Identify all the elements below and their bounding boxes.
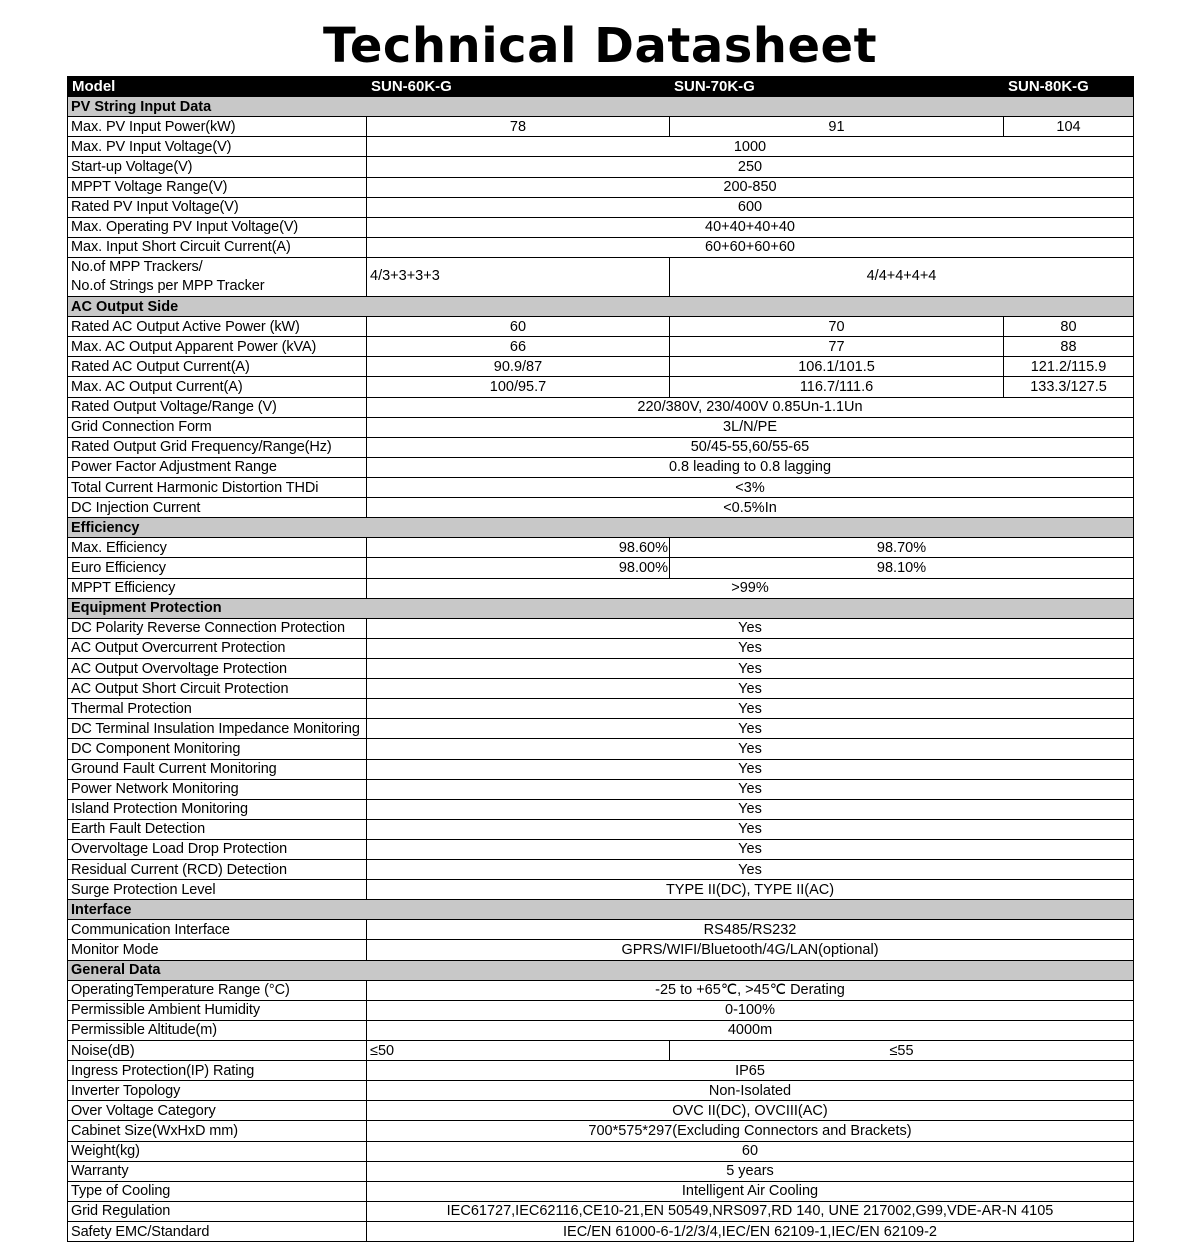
spec-row	[68, 779, 1134, 799]
spec-value: 121.2/115.9	[1004, 357, 1134, 377]
spec-value: 700*575*297(Excluding Connectors and Brackets)	[367, 1121, 1134, 1141]
spec-label: Overvoltage Load Drop Protection	[68, 839, 367, 859]
spec-value: Yes	[367, 779, 1134, 799]
spec-value: 78	[367, 117, 670, 137]
spec-value: 106.1/101.5	[670, 357, 1004, 377]
spec-label: OperatingTemperature Range (°C)	[68, 980, 367, 1000]
spec-value: 90.9/87	[367, 357, 670, 377]
spec-label: Max. Efficiency	[68, 538, 367, 558]
spec-label: Surge Protection Level	[68, 880, 367, 900]
section-title: Efficiency	[68, 518, 1134, 538]
spec-row	[68, 197, 1134, 217]
spec-value: 98.10%	[670, 558, 1134, 578]
section-title: AC Output Side	[68, 296, 1134, 316]
spec-label: Max. PV Input Power(kW)	[68, 117, 367, 137]
spec-value: OVC II(DC), OVCIII(AC)	[367, 1101, 1134, 1121]
spec-value: RS485/RS232	[367, 920, 1134, 940]
spec-row	[68, 1141, 1134, 1161]
spec-value: 1000	[367, 137, 1134, 157]
spec-value: -25 to +65℃, >45℃ Derating	[367, 980, 1134, 1000]
spec-row	[68, 679, 1134, 699]
model-name: SUN-80K-G	[1004, 77, 1134, 97]
spec-row	[68, 538, 1134, 558]
spec-label: Communication Interface	[68, 920, 367, 940]
section-header-row	[68, 296, 1134, 316]
spec-value: 60+60+60+60	[367, 237, 1134, 257]
spec-label: Weight(kg)	[68, 1141, 367, 1161]
spec-value: 100/95.7	[367, 377, 670, 397]
spec-value: 60	[367, 1141, 1134, 1161]
spec-value: 0-100%	[367, 1000, 1134, 1020]
spec-value: Yes	[367, 860, 1134, 880]
spec-value: 91	[670, 117, 1004, 137]
spec-label: Rated AC Output Active Power (kW)	[68, 317, 367, 337]
spec-label: Max. PV Input Voltage(V)	[68, 137, 367, 157]
spec-value: 0.8 leading to 0.8 lagging	[367, 457, 1134, 477]
spec-label: Cabinet Size(WxHxD mm)	[68, 1121, 367, 1141]
spec-value: Non-Isolated	[367, 1081, 1134, 1101]
section-header-row	[68, 598, 1134, 618]
spec-value: >99%	[367, 578, 1134, 598]
spec-label: Permissible Ambient Humidity	[68, 1000, 367, 1020]
spec-label: Rated Output Grid Frequency/Range(Hz)	[68, 437, 367, 457]
spec-value: 40+40+40+40	[367, 217, 1134, 237]
spec-value: Yes	[367, 799, 1134, 819]
spec-value: 116.7/111.6	[670, 377, 1004, 397]
spec-value: Yes	[367, 819, 1134, 839]
spec-label: Over Voltage Category	[68, 1101, 367, 1121]
spec-label: Ingress Protection(IP) Rating	[68, 1061, 367, 1081]
spec-value: 4000m	[367, 1020, 1134, 1040]
spec-label: Rated AC Output Current(A)	[68, 357, 367, 377]
spec-row	[68, 498, 1134, 518]
spec-value: 60	[367, 317, 670, 337]
spec-value: Intelligent Air Cooling	[367, 1181, 1134, 1201]
spec-label: Power Network Monitoring	[68, 779, 367, 799]
spec-row	[68, 920, 1134, 940]
spec-row	[68, 1020, 1134, 1040]
spec-value: 80	[1004, 317, 1134, 337]
spec-value: Yes	[367, 679, 1134, 699]
spec-value: 88	[1004, 337, 1134, 357]
spec-label: Rated PV Input Voltage(V)	[68, 197, 367, 217]
spec-label	[68, 257, 367, 296]
spec-row	[68, 618, 1134, 638]
spec-label: Thermal Protection	[68, 699, 367, 719]
spec-row	[68, 839, 1134, 859]
spec-row	[68, 217, 1134, 237]
spec-value: Yes	[367, 739, 1134, 759]
spec-value: ≤50	[367, 1041, 670, 1061]
spec-value: 77	[670, 337, 1004, 357]
section-title: General Data	[68, 960, 1134, 980]
spec-row	[68, 1041, 1134, 1061]
spec-value: 70	[670, 317, 1004, 337]
spec-row	[68, 237, 1134, 257]
spec-value: Yes	[367, 638, 1134, 658]
spec-label-line: No.of Strings per MPP Tracker	[71, 277, 265, 294]
spec-label: Type of Cooling	[68, 1181, 367, 1201]
spec-value: ≤55	[670, 1041, 1134, 1061]
spec-row	[68, 940, 1134, 960]
spec-label: Permissible Altitude(m)	[68, 1020, 367, 1040]
spec-label: Safety EMC/Standard	[68, 1222, 367, 1242]
spec-value: 98.00%	[367, 558, 670, 578]
spec-label: DC Terminal Insulation Impedance Monitoring	[68, 719, 367, 739]
spec-label: Power Factor Adjustment Range	[68, 457, 367, 477]
spec-row	[68, 137, 1134, 157]
spec-row	[68, 1061, 1134, 1081]
spec-row	[68, 980, 1134, 1000]
spec-label: Euro Efficiency	[68, 558, 367, 578]
section-header-row	[68, 518, 1134, 538]
spec-row	[68, 417, 1134, 437]
spec-label: DC Component Monitoring	[68, 739, 367, 759]
spec-value: Yes	[367, 618, 1134, 638]
spec-value: 3L/N/PE	[367, 417, 1134, 437]
spec-label: MPPT Voltage Range(V)	[68, 177, 367, 197]
spec-label: Max. AC Output Current(A)	[68, 377, 367, 397]
spec-row	[68, 317, 1134, 337]
spec-row	[68, 860, 1134, 880]
spec-value: 600	[367, 197, 1134, 217]
spec-value: Yes	[367, 839, 1134, 859]
section-header-row	[68, 97, 1134, 117]
spec-label: DC Polarity Reverse Connection Protection	[68, 618, 367, 638]
spec-label: Monitor Mode	[68, 940, 367, 960]
section-title: PV String Input Data	[68, 97, 1134, 117]
spec-label: Max. AC Output Apparent Power (kVA)	[68, 337, 367, 357]
spec-value: 50/45-55,60/55-65	[367, 437, 1134, 457]
spec-value: IEC/EN 61000-6-1/2/3/4,IEC/EN 62109-1,IEC/EN 62109-2	[367, 1222, 1134, 1242]
spec-value: 66	[367, 337, 670, 357]
spec-row	[68, 1201, 1134, 1221]
spec-row	[68, 819, 1134, 839]
spec-label: Start-up Voltage(V)	[68, 157, 367, 177]
spec-value: 200-850	[367, 177, 1134, 197]
spec-value: 98.60%	[367, 538, 670, 558]
section-header-row	[68, 900, 1134, 920]
spec-value: 4/3+3+3+3	[367, 257, 670, 296]
spec-value: GPRS/WIFI/Bluetooth/4G/LAN(optional)	[367, 940, 1134, 960]
spec-value: <3%	[367, 477, 1134, 497]
spec-row	[68, 1121, 1134, 1141]
spec-value: Yes	[367, 658, 1134, 678]
spec-value: Yes	[367, 759, 1134, 779]
spec-value: 4/4+4+4+4	[670, 257, 1134, 296]
spec-row	[68, 699, 1134, 719]
spec-row	[68, 1161, 1134, 1181]
spec-label: Noise(dB)	[68, 1041, 367, 1061]
datasheet-body	[68, 77, 1134, 1242]
spec-label: Ground Fault Current Monitoring	[68, 759, 367, 779]
spec-label: AC Output Overcurrent Protection	[68, 638, 367, 658]
spec-label: Total Current Harmonic Distortion THDi	[68, 477, 367, 497]
spec-row	[68, 799, 1134, 819]
spec-label: AC Output Overvoltage Protection	[68, 658, 367, 678]
spec-row	[68, 638, 1134, 658]
spec-row	[68, 558, 1134, 578]
page-title: Technical Datasheet	[322, 18, 878, 74]
spec-label: Island Protection Monitoring	[68, 799, 367, 819]
spec-value: 133.3/127.5	[1004, 377, 1134, 397]
model-name: SUN-60K-G	[367, 77, 670, 97]
spec-row	[68, 337, 1134, 357]
spec-row	[68, 1101, 1134, 1121]
spec-value: 5 years	[367, 1161, 1134, 1181]
model-header-label: Model	[68, 77, 367, 97]
section-title: Equipment Protection	[68, 598, 1134, 618]
spec-row	[68, 759, 1134, 779]
section-title: Interface	[68, 900, 1134, 920]
spec-label: Max. Operating PV Input Voltage(V)	[68, 217, 367, 237]
spec-row	[68, 1081, 1134, 1101]
datasheet-table	[67, 76, 1134, 1242]
spec-value: 98.70%	[670, 538, 1134, 558]
spec-row	[68, 357, 1134, 377]
spec-label: MPPT Efficiency	[68, 578, 367, 598]
spec-row	[68, 578, 1134, 598]
spec-label-line: No.of MPP Trackers/	[71, 258, 203, 275]
spec-row	[68, 177, 1134, 197]
spec-label: Rated Output Voltage/Range (V)	[68, 397, 367, 417]
spec-label: Max. Input Short Circuit Current(A)	[68, 237, 367, 257]
spec-label: Grid Regulation	[68, 1201, 367, 1221]
spec-value: IEC61727,IEC62116,CE10-21,EN 50549,NRS097,RD 140, UNE 217002,G99,VDE-AR-N 4105	[367, 1201, 1134, 1221]
spec-row	[68, 257, 1134, 296]
spec-row	[68, 880, 1134, 900]
spec-value: TYPE II(DC), TYPE II(AC)	[367, 880, 1134, 900]
model-header-row	[68, 77, 1134, 97]
spec-row	[68, 157, 1134, 177]
spec-value: Yes	[367, 699, 1134, 719]
spec-row	[68, 437, 1134, 457]
spec-row	[68, 719, 1134, 739]
spec-row	[68, 658, 1134, 678]
spec-label: Residual Current (RCD) Detection	[68, 860, 367, 880]
spec-row	[68, 1181, 1134, 1201]
spec-value: 104	[1004, 117, 1134, 137]
spec-value: Yes	[367, 719, 1134, 739]
spec-label: Inverter Topology	[68, 1081, 367, 1101]
spec-row	[68, 397, 1134, 417]
spec-row	[68, 457, 1134, 477]
spec-row	[68, 1222, 1134, 1242]
spec-row	[68, 117, 1134, 137]
spec-label: Grid Connection Form	[68, 417, 367, 437]
model-name: SUN-70K-G	[670, 77, 1004, 97]
spec-label: DC Injection Current	[68, 498, 367, 518]
spec-label: Earth Fault Detection	[68, 819, 367, 839]
spec-row	[68, 377, 1134, 397]
spec-label: Warranty	[68, 1161, 367, 1181]
spec-row	[68, 477, 1134, 497]
spec-row	[68, 1000, 1134, 1020]
spec-value: IP65	[367, 1061, 1134, 1081]
spec-value: 220/380V, 230/400V 0.85Un-1.1Un	[367, 397, 1134, 417]
spec-label: AC Output Short Circuit Protection	[68, 679, 367, 699]
spec-value: 250	[367, 157, 1134, 177]
spec-value: <0.5%In	[367, 498, 1134, 518]
spec-row	[68, 739, 1134, 759]
section-header-row	[68, 960, 1134, 980]
